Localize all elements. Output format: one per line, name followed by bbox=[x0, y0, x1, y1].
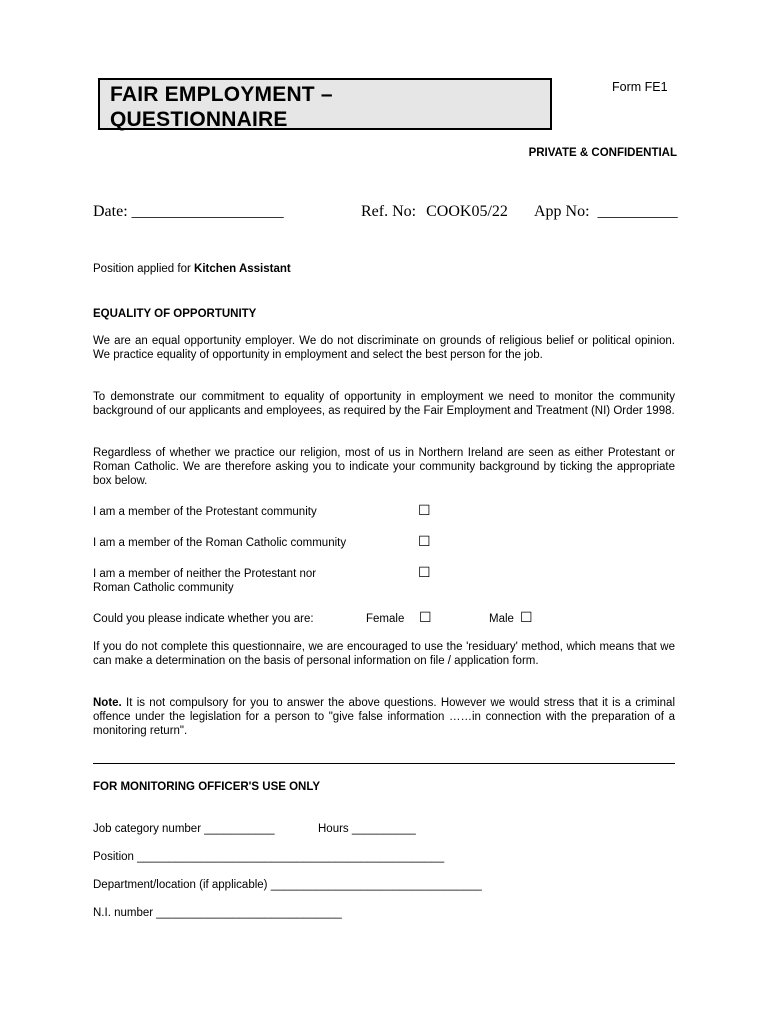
equality-paragraph-2: To demonstrate our commitment to equality of opportunity in employment we need to monitor the community background of our applicants and employees, as required by the Fair Employment and Treatment (NI) Order 1998. bbox=[93, 391, 675, 417]
form-number: Form FE1 bbox=[612, 80, 668, 94]
position-value: Kitchen Assistant bbox=[194, 263, 291, 275]
gender-question: Could you please indicate whether you are: bbox=[93, 613, 314, 625]
form-title-line2: QUESTIONNAIRE bbox=[110, 108, 288, 131]
protestant-checkbox[interactable]: ☐ bbox=[418, 503, 431, 519]
female-checkbox[interactable]: ☐ bbox=[419, 610, 432, 626]
option-protestant-label: I am a member of the Protestant community bbox=[93, 506, 317, 518]
monitoring-position-field[interactable]: Position ________________________________________________ bbox=[93, 851, 445, 863]
position-applied bbox=[93, 262, 291, 276]
job-category-field[interactable]: Job category number ___________ bbox=[93, 823, 275, 835]
neither-checkbox[interactable]: ☐ bbox=[418, 565, 431, 581]
date-label: Date: bbox=[93, 203, 128, 220]
app-number-field[interactable] bbox=[534, 203, 678, 221]
male-label: Male bbox=[489, 613, 514, 625]
department-field[interactable]: Department/location (if applicable) _________________________________ bbox=[93, 879, 482, 891]
equality-paragraph-1: We are an equal opportunity employer. We do not discriminate on grounds of religious belief or political opinion. We practice equality of opportunity in employment and select the best person for the job. bbox=[93, 335, 675, 361]
monitoring-heading: FOR MONITORING OFFICER'S USE ONLY bbox=[93, 781, 321, 793]
date-blank[interactable]: ___________________ bbox=[131, 203, 284, 220]
form-title-box bbox=[98, 78, 552, 130]
option-catholic-label: I am a member of the Roman Catholic community bbox=[93, 537, 347, 549]
app-label: App No: bbox=[534, 203, 590, 220]
confidential-label: PRIVATE & CONFIDENTIAL bbox=[528, 147, 677, 159]
ref-value: COOK05/22 bbox=[426, 203, 508, 220]
ref-number bbox=[361, 203, 508, 221]
hours-field[interactable]: Hours __________ bbox=[318, 823, 416, 835]
note-text: It is not compulsory for you to answer the above questions. However we would stress that it is a criminal offence under the legislation for a person to "give false information ……in connection with the preparation of a monitoring return". bbox=[93, 697, 675, 737]
app-blank[interactable]: __________ bbox=[597, 203, 678, 220]
male-checkbox[interactable]: ☐ bbox=[520, 610, 533, 626]
note-paragraph bbox=[93, 696, 675, 738]
date-field[interactable] bbox=[93, 203, 284, 221]
female-label: Female bbox=[366, 613, 405, 625]
equality-paragraph-3: Regardless of whether we practice our religion, most of us in Northern Ireland are seen as either Protestant or Roman Catholic. We are therefore asking you to indicate your community background by ticking the appropriate box below. bbox=[93, 447, 675, 487]
option-neither-line1: I am a member of neither the Protestant nor bbox=[93, 568, 317, 580]
residuary-paragraph: If you do not complete this questionnaire, we are encouraged to use the 'residuary' method, which means that we can make a determination on the basis of personal information on file / application form. bbox=[93, 641, 675, 667]
equality-heading: EQUALITY OF OPPORTUNITY bbox=[93, 308, 257, 320]
catholic-checkbox[interactable]: ☐ bbox=[418, 534, 431, 550]
form-title-line1: FAIR EMPLOYMENT – bbox=[110, 83, 333, 106]
note-label: Note. bbox=[93, 697, 122, 709]
ni-number-field[interactable]: N.I. number _____________________________ bbox=[93, 907, 342, 919]
section-divider bbox=[93, 763, 675, 764]
ref-label: Ref. No: bbox=[361, 203, 417, 220]
position-label: Position applied for bbox=[93, 263, 191, 275]
option-neither-line2: Roman Catholic community bbox=[93, 582, 234, 594]
option-neither-label bbox=[93, 567, 316, 595]
